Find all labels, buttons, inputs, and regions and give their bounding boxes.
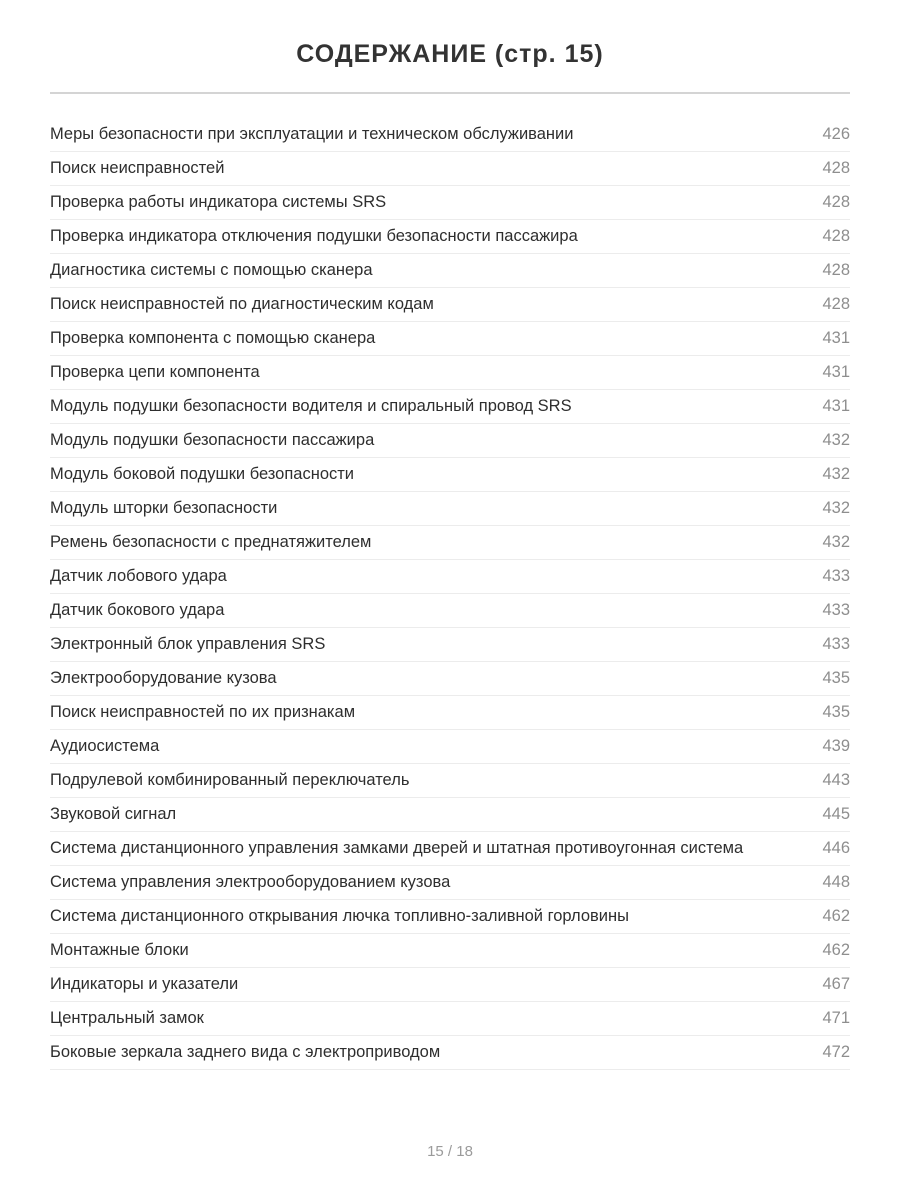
toc-entry-title: Монтажные блоки [50, 941, 189, 959]
toc-entry-title: Индикаторы и указатели [50, 975, 239, 993]
toc-entry-title: Проверка работы индикатора системы SRS [50, 193, 387, 211]
toc-entry-title: Диагностика системы с помощью сканера [50, 261, 373, 279]
toc-entry-title: Система управления электрооборудованием кузова [50, 873, 451, 891]
toc-entry-page-number: 431 [822, 329, 850, 347]
toc-entry-row[interactable] [50, 628, 850, 662]
toc-entry-row[interactable] [50, 764, 850, 798]
toc-entry-page-number: 433 [822, 601, 850, 619]
toc-entry-title: Аудиосистема [50, 737, 160, 755]
toc-entry-page-number: 467 [822, 975, 850, 993]
toc-entry-page-number: 432 [822, 533, 850, 551]
toc-entry-title: Электронный блок управления SRS [50, 635, 326, 653]
toc-entry-title: Датчик лобового удара [50, 567, 227, 585]
toc-entry-page-number: 446 [822, 839, 850, 857]
toc-entry-page-number: 462 [822, 907, 850, 925]
toc-entry-title: Поиск неисправностей [50, 159, 225, 177]
toc-entry-title: Центральный замок [50, 1009, 204, 1027]
toc-entry-row[interactable] [50, 186, 850, 220]
toc-entry-row[interactable] [50, 832, 850, 866]
toc-entry-row[interactable] [50, 866, 850, 900]
toc-entry-page-number: 428 [822, 295, 850, 313]
toc-entry-page-number: 432 [822, 431, 850, 449]
page-indicator: 15 / 18 [427, 1143, 473, 1160]
toc-entry-title: Звуковой сигнал [50, 805, 177, 823]
toc-entry-row[interactable] [50, 696, 850, 730]
toc-entry-row[interactable] [50, 1002, 850, 1036]
toc-entry-row[interactable] [50, 662, 850, 696]
toc-entry-row[interactable] [50, 560, 850, 594]
toc-entry-title: Электрооборудование кузова [50, 669, 277, 687]
toc-entry-title: Модуль боковой подушки безопасности [50, 465, 355, 483]
toc-entry-title: Проверка компонента с помощью сканера [50, 329, 376, 347]
toc-entry-title: Модуль подушки безопасности водителя и спиральный провод SRS [50, 397, 572, 415]
page-title: СОДЕРЖАНИЕ (стр. 15) [296, 40, 604, 68]
toc-entry-title: Подрулевой комбинированный переключатель [50, 771, 410, 789]
toc-entry-page-number: 433 [822, 635, 850, 653]
toc-entry-row[interactable] [50, 220, 850, 254]
toc-entry-page-number: 426 [822, 125, 850, 143]
toc-entry-page-number: 431 [822, 363, 850, 381]
toc-entry-row[interactable] [50, 390, 850, 424]
toc-entry-row[interactable] [50, 968, 850, 1002]
toc-entry-row[interactable] [50, 424, 850, 458]
toc-entry-page-number: 439 [822, 737, 850, 755]
toc-entry-row[interactable] [50, 798, 850, 832]
toc-entry-row[interactable] [50, 254, 850, 288]
toc-entry-title: Боковые зеркала заднего вида с электроприводом [50, 1043, 441, 1061]
toc-entry-row[interactable] [50, 356, 850, 390]
toc-entry-page-number: 443 [822, 771, 850, 789]
toc-entry-page-number: 448 [822, 873, 850, 891]
toc-entry-row[interactable] [50, 900, 850, 934]
toc-entry-page-number: 432 [822, 465, 850, 483]
toc-entry-title: Поиск неисправностей по диагностическим кодам [50, 295, 434, 313]
title-divider [50, 92, 850, 94]
toc-entry-page-number: 471 [822, 1009, 850, 1027]
toc-entry-row[interactable] [50, 322, 850, 356]
toc-entry-title: Система дистанционного управления замками дверей и штатная противоугонная система [50, 839, 744, 857]
toc-entry-page-number: 432 [822, 499, 850, 517]
toc-entry-page-number: 462 [822, 941, 850, 959]
toc-entry-title: Проверка цепи компонента [50, 363, 260, 381]
toc-entry-page-number: 428 [822, 261, 850, 279]
toc-entry-title: Поиск неисправностей по их признакам [50, 703, 356, 721]
toc-entry-row[interactable] [50, 934, 850, 968]
toc-entry-title: Меры безопасности при эксплуатации и техническом обслуживании [50, 125, 574, 143]
toc-entry-title: Ремень безопасности с преднатяжителем [50, 533, 372, 551]
toc-entry-row[interactable] [50, 730, 850, 764]
toc-entry-row[interactable] [50, 526, 850, 560]
toc-entry-row[interactable] [50, 288, 850, 322]
toc-entry-row[interactable] [50, 458, 850, 492]
toc-entry-title: Система дистанционного открывания лючка топливно-заливной горловины [50, 907, 629, 925]
toc-entry-page-number: 472 [822, 1043, 850, 1061]
toc-entry-row[interactable] [50, 118, 850, 152]
toc-entry-page-number: 435 [822, 703, 850, 721]
toc-entry-page-number: 428 [822, 193, 850, 211]
toc-entry-page-number: 433 [822, 567, 850, 585]
toc-entry-row[interactable] [50, 152, 850, 186]
toc-entry-title: Проверка индикатора отключения подушки безопасности пассажира [50, 227, 578, 245]
toc-entry-title: Модуль шторки безопасности [50, 499, 278, 517]
toc-entry-page-number: 428 [822, 227, 850, 245]
toc-entry-row[interactable] [50, 1036, 850, 1070]
toc-entry-title: Модуль подушки безопасности пассажира [50, 431, 375, 449]
toc-entry-page-number: 431 [822, 397, 850, 415]
toc-entry-page-number: 435 [822, 669, 850, 687]
toc-entry-title: Датчик бокового удара [50, 601, 225, 619]
toc-entry-page-number: 445 [822, 805, 850, 823]
toc-list [50, 118, 850, 1070]
toc-entry-row[interactable] [50, 594, 850, 628]
toc-entry-page-number: 428 [822, 159, 850, 177]
toc-entry-row[interactable] [50, 492, 850, 526]
